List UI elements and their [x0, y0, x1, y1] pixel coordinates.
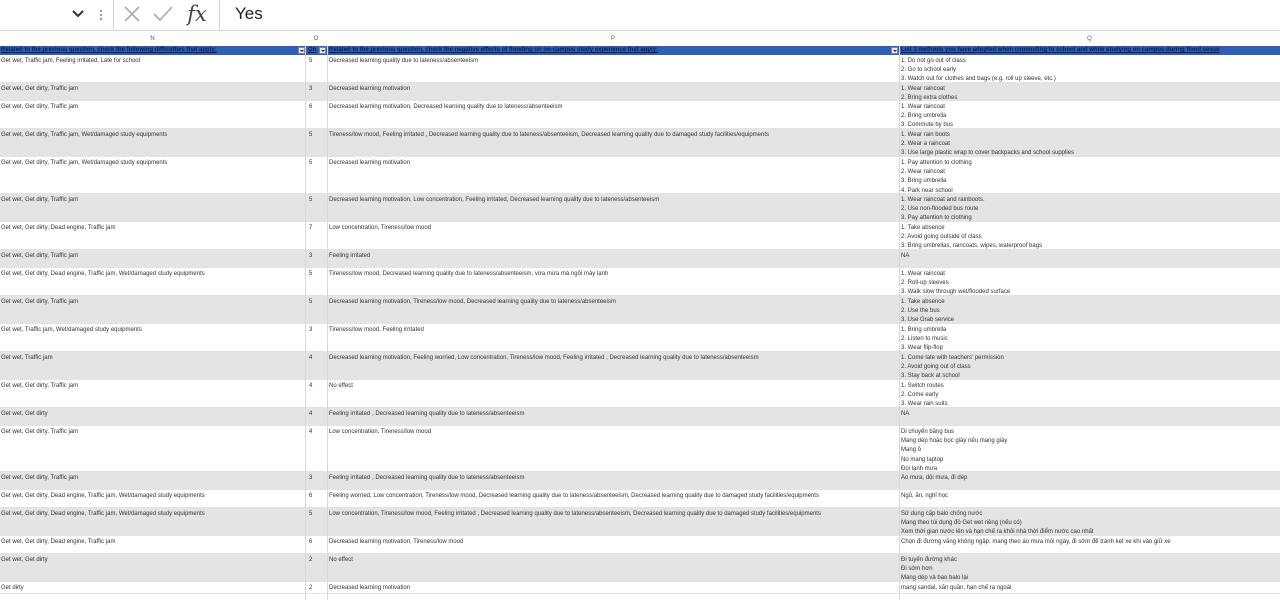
- header-cell-o[interactable]: On: [308, 47, 317, 53]
- table-row[interactable]: [0, 408, 1280, 426]
- column-divider: [327, 46, 328, 600]
- cell-rating[interactable]: 3: [309, 86, 313, 92]
- cell-method-line: 1. Pay attention to clothing: [901, 160, 972, 166]
- cell-method-line: 1. Wear raincoat and rainboots.: [901, 197, 985, 203]
- cell-negative-effects[interactable]: Decreased learning motivation: [329, 86, 411, 92]
- cell-difficulties[interactable]: Get wet, Get dirty, Traffic jam: [1, 299, 79, 305]
- cell-methods[interactable]: [901, 159, 1279, 196]
- cell-method-line: 4. Park near school: [901, 187, 953, 194]
- table-row[interactable]: [0, 582, 1280, 594]
- cell-methods[interactable]: [901, 492, 1279, 501]
- cell-rating[interactable]: 5: [309, 197, 313, 203]
- cell-difficulties[interactable]: Get wet, Traffic jam, Wet/damaged study equipments: [1, 327, 142, 333]
- table-row[interactable]: [0, 508, 1280, 536]
- cell-difficulties[interactable]: Get wet, Get dirty, Traffic jam: [1, 253, 79, 259]
- header-row: [0, 46, 1280, 55]
- table-row[interactable]: [0, 194, 1280, 222]
- cell-difficulties[interactable]: Get wet, Get dirty, Traffic jam: [1, 383, 79, 389]
- insert-function-button[interactable]: [185, 3, 209, 25]
- cell-difficulties[interactable]: Get wet, Get dirty, Traffic jam, Wet/damaged study equipments: [1, 160, 168, 166]
- filter-button-o[interactable]: [319, 47, 326, 54]
- cell-rating[interactable]: 5: [309, 132, 313, 138]
- close-icon: [122, 4, 142, 24]
- column-letter-q[interactable]: Q: [1087, 36, 1092, 42]
- table-row[interactable]: [0, 490, 1280, 508]
- cell-method-line: 1. Take absence: [901, 299, 945, 305]
- cell-method-line: 2. Go to school early: [901, 67, 957, 74]
- cell-method-line: 2. Use the bus: [901, 308, 940, 315]
- cell-difficulties[interactable]: Get wet, Get dirty, Dead engine, Traffic jam, Wet/damaged study equipments: [1, 511, 205, 517]
- cell-negative-effects[interactable]: Decreased learning motivation, Low concentration, Feeling irritated, Decreased learning quality due to lateness/absenteeism: [329, 197, 660, 203]
- check-icon: [152, 4, 174, 24]
- column-headers: [0, 36, 1280, 46]
- cell-method-line: 3. Watch out for clothes and bags (e.g. roll up sleeve, etc.): [901, 76, 1056, 83]
- cell-negative-effects[interactable]: Decreased learning motivation, Decreased learning quality due to lateness/absenteeism: [329, 104, 563, 110]
- table-row[interactable]: [0, 352, 1280, 380]
- column-divider: [899, 46, 900, 600]
- column-letter-p[interactable]: P: [610, 36, 615, 42]
- cell-methods[interactable]: [901, 474, 1279, 483]
- table-row[interactable]: [0, 426, 1280, 472]
- cell-negative-effects[interactable]: Low concentration, Tireness/low mood, Feeling irritated , Decreased learning quality due to lateness/absenteeism, Decreased learning quality due to damaged study facilities/equipments: [329, 511, 821, 517]
- cell-negative-effects[interactable]: Feeling irritated , Decreased learning quality due to lateness/absenteeism: [329, 411, 525, 417]
- cell-method-line: 3. Walk slow through wet/flooded surface: [901, 289, 1011, 296]
- cell-methods[interactable]: [901, 410, 1279, 419]
- cell-methods[interactable]: [901, 196, 1279, 224]
- cell-methods[interactable]: [901, 354, 1279, 382]
- cell-methods[interactable]: [901, 428, 1279, 474]
- cell-difficulties[interactable]: Get wet, Get dirty, Dead engine, Traffic jam: [1, 225, 116, 231]
- more-options-icon[interactable]: [96, 4, 106, 26]
- table-row[interactable]: [0, 536, 1280, 554]
- cell-method-line: Xem thời gian nước lên và hạn chế ra khỏi nhà thời điểm nước cao nhất: [901, 529, 1094, 536]
- cell-methods[interactable]: [901, 510, 1279, 538]
- cell-method-line: Đi tuyến đường khác: [901, 557, 957, 563]
- cell-methods[interactable]: [901, 57, 1279, 85]
- cell-method-line: 1. Wear raincoat: [901, 86, 945, 92]
- cell-difficulties[interactable]: Get dirty: [1, 585, 24, 591]
- table-row[interactable]: [0, 157, 1280, 194]
- cell-method-line: 1. Bring umbrella: [901, 327, 947, 333]
- cell-method-line: Áo mưa, dội mưa, đi dép: [901, 475, 968, 481]
- spreadsheet-grid[interactable]: [0, 30, 1280, 600]
- cell-negative-effects[interactable]: Tireness/low mood, Feeling irritated , Decreased learning quality due to lateness/absenteeism, Decreased learning quality due to damaged study facilities/equipments: [329, 132, 770, 138]
- cell-negative-effects[interactable]: No effect: [329, 383, 353, 389]
- cell-negative-effects[interactable]: Low concentration, Tireness/low mood: [329, 429, 432, 435]
- cell-method-line: 3. Commute by bus: [901, 122, 954, 129]
- table-row[interactable]: [0, 268, 1280, 296]
- cell-rating[interactable]: 5: [309, 271, 313, 277]
- cell-negative-effects[interactable]: Decreased learning motivation: [329, 585, 411, 591]
- cell-negative-effects[interactable]: Decreased learning quality due to lateness/absenteeism: [329, 58, 479, 64]
- cell-method-line: 3. Wear rain suits: [901, 401, 948, 408]
- cell-negative-effects[interactable]: No effect: [329, 557, 353, 563]
- cell-methods[interactable]: [901, 103, 1279, 131]
- cell-negative-effects[interactable]: Feeling irritated: [329, 253, 371, 259]
- cell-methods[interactable]: [901, 382, 1279, 410]
- cell-methods[interactable]: [901, 224, 1279, 252]
- cell-method-line: Di chuyển bằng bus: [901, 429, 955, 435]
- cell-rating[interactable]: 6: [309, 104, 313, 110]
- cell-method-line: 2. Avoid going outside of class: [901, 234, 982, 241]
- cell-method-line: 3. Use Grab service: [901, 317, 955, 324]
- cell-negative-effects[interactable]: Low concentration, Tireness/low mood: [329, 225, 432, 231]
- cell-method-line: Đọi lạnh mưa: [901, 465, 938, 472]
- cell-method-line: Mang ô: [901, 447, 922, 454]
- cell-difficulties[interactable]: Get wet, Traffic jam: [1, 355, 53, 361]
- table-row[interactable]: [0, 83, 1280, 101]
- cell-method-line: Ngủ, ăn, nghỉ học: [901, 493, 949, 499]
- cell-rating[interactable]: 5: [309, 511, 313, 517]
- cell-rating[interactable]: 4: [309, 429, 313, 435]
- cell-negative-effects[interactable]: Decreased learning motivation, Tireness/low mood: [329, 539, 464, 545]
- cell-difficulties[interactable]: Get wet, Get dirty: [1, 411, 48, 417]
- table-row[interactable]: [0, 380, 1280, 408]
- cell-rating[interactable]: 4: [309, 411, 313, 417]
- chevron-down-icon: [70, 8, 86, 20]
- cell-difficulties[interactable]: Get wet, Get dirty, Dead engine, Traffic jam, Wet/damaged study equipments: [1, 493, 205, 499]
- cell-method-line: Mang dép hoặc bọc giày nếu mang giày: [901, 438, 1008, 445]
- filter-button-n[interactable]: [298, 47, 305, 54]
- cell-rating[interactable]: 5: [309, 299, 313, 305]
- cell-difficulties[interactable]: Get wet, Get dirty, Traffic jam: [1, 197, 79, 203]
- cell-negative-effects[interactable]: Decreased learning motivation, Feeling worried, Low concentration, Tireness/low mood, Feeling irritated , Decreased learning quality due to lateness/absenteeism: [329, 355, 759, 361]
- name-box-dropdown[interactable]: [68, 3, 88, 25]
- cell-method-line: Mang theo túi dụng đồ Get wet riêng (nếu có): [901, 520, 1022, 527]
- table-row[interactable]: [0, 222, 1280, 250]
- cell-method-line: 1. Switch routes: [901, 383, 944, 389]
- cell-method-line: 2. Come early: [901, 392, 939, 399]
- cell-negative-effects[interactable]: Tireness/low mood, Feeling irritated: [329, 327, 424, 333]
- cell-method-line: 1. Wear raincoat: [901, 271, 945, 277]
- cell-method-line: 1. Take absence: [901, 225, 945, 231]
- cell-method-line: 3. Bring umbrella: [901, 178, 947, 185]
- header-cell-q[interactable]: List 3 methods you have adopted when commuting to school and while studying on campus during flood seaso: [901, 47, 1220, 53]
- cell-method-line: No mang laptop: [901, 456, 944, 463]
- cell-rating[interactable]: 2: [309, 585, 313, 591]
- cell-method-line: 2. Wear a raincoat: [901, 141, 950, 148]
- table-row[interactable]: [0, 472, 1280, 490]
- enter-button[interactable]: [151, 3, 175, 25]
- cell-methods[interactable]: [901, 131, 1279, 159]
- cell-methods[interactable]: [901, 270, 1279, 298]
- cell-difficulties[interactable]: Get wet, Get dirty, Traffic jam, Wet/damaged study equipments: [1, 132, 168, 138]
- table-row[interactable]: [0, 324, 1280, 352]
- cell-difficulties[interactable]: Get wet, Get dirty, Dead engine, Traffic jam: [1, 539, 116, 545]
- table-row[interactable]: [0, 55, 1280, 83]
- table-row[interactable]: [0, 554, 1280, 582]
- cell-difficulties[interactable]: Get wet, Get dirty, Traffic jam: [1, 429, 79, 435]
- cell-method-line: 1. Wear raincoat: [901, 104, 945, 110]
- cell-difficulties[interactable]: Get wet, Get dirty, Traffic jam: [1, 475, 79, 481]
- cell-method-line: 3. Bring umbrellas, raincoats, wipes, waterproof bags: [901, 243, 1043, 250]
- cell-negative-effects[interactable]: Decreased learning motivation, Tireness/low mood, Decreased learning quality due to lateness/absenteeism: [329, 299, 616, 305]
- cell-methods[interactable]: [901, 326, 1279, 354]
- cell-methods[interactable]: [901, 252, 1279, 261]
- cell-method-line: mang sandal, xắn quần, hạn chế ra ngoài: [901, 585, 1012, 591]
- cell-rating[interactable]: 6: [309, 539, 313, 545]
- cell-method-line: 3. Use large plastic wrap to cover backpacks and school supplies: [901, 150, 1075, 157]
- cell-method-line: Sử dụng cặp balo chống nước: [901, 511, 983, 517]
- cell-method-line: 2. Bring umbrella: [901, 113, 947, 120]
- cell-method-line: NA: [901, 253, 910, 259]
- cell-negative-effects[interactable]: Decreased learning motivation: [329, 160, 411, 166]
- cell-rating[interactable]: 3: [309, 327, 313, 333]
- filter-button-p[interactable]: [891, 47, 898, 54]
- cell-method-line: 2. Use non-flooded bus route: [901, 206, 979, 213]
- cell-method-line: 2. Roll-up sleeves: [901, 280, 949, 287]
- cell-methods[interactable]: [901, 556, 1279, 584]
- cell-difficulties[interactable]: Get wet, Get dirty, Dead engine, Traffic jam, Wet/damaged study equipments: [1, 271, 205, 277]
- cell-rating[interactable]: 5: [309, 58, 313, 64]
- cell-method-line: Mang dép và bao balo lại: [901, 575, 969, 582]
- formula-bar: [0, 0, 1280, 31]
- cell-method-line: NA: [901, 411, 910, 417]
- function-icon: fx: [187, 2, 207, 26]
- cell-rating[interactable]: 6: [309, 493, 313, 499]
- cell-method-line: 2. Wear raincoat: [901, 169, 945, 176]
- table-row[interactable]: [0, 129, 1280, 157]
- cell-method-line: 2. Bring extra clothes: [901, 95, 958, 102]
- column-letter-n[interactable]: N: [150, 36, 155, 42]
- cell-rating[interactable]: 7: [309, 225, 313, 231]
- cell-difficulties[interactable]: Get wet, Get dirty, Traffic jam: [1, 104, 79, 110]
- cell-rating[interactable]: 3: [309, 253, 313, 259]
- column-letter-o[interactable]: O: [313, 36, 319, 42]
- cell-rating[interactable]: 5: [309, 160, 313, 166]
- table-row[interactable]: [0, 250, 1280, 268]
- cell-method-line: Chọn đi đường vắng không ngập, mang theo áo mưa mỗi ngày, đi sớm để tránh kẹt xe khi vào giữ xe: [901, 539, 1171, 545]
- cell-method-line: Đi sớm hơn: [901, 566, 933, 573]
- cell-method-line: 3. Stay back at school: [901, 373, 960, 380]
- cell-rating[interactable]: 3: [309, 475, 313, 481]
- cell-rating[interactable]: 2: [309, 557, 313, 563]
- cancel-button[interactable]: [120, 3, 144, 25]
- cell-method-line: 1. Come late with teachers' permission: [901, 355, 1004, 361]
- cell-difficulties[interactable]: Get wet, Get dirty: [1, 557, 48, 563]
- header-cell-n[interactable]: Related to the previous question, check the following difficulties that apply:: [1, 47, 217, 53]
- cell-method-line: 3. Pay attention to clothing: [901, 215, 972, 222]
- cell-negative-effects[interactable]: Tireness/low mood, Decreased learning quality due to lateness/absenteeism, vừa mưa mà ngồi máy lạnh: [329, 271, 609, 277]
- table-row[interactable]: [0, 101, 1280, 129]
- cell-method-line: 1. Do not go out of class: [901, 58, 966, 64]
- cell-method-line: 2. Avoid going out of class: [901, 364, 971, 371]
- column-divider: [305, 46, 306, 600]
- cell-rating[interactable]: 4: [309, 383, 313, 389]
- cell-method-line: 1. Wear rain boots: [901, 132, 950, 138]
- cell-negative-effects[interactable]: Feeling irritated , Decreased learning quality due to lateness/absenteeism: [329, 475, 525, 481]
- formula-input[interactable]: Yes: [235, 4, 263, 23]
- formula-bar-separator: [113, 0, 114, 30]
- cell-method-line: 3. Wear flip-flop: [901, 345, 943, 352]
- cell-difficulties[interactable]: Get wet, Traffic jam, Feeling irritated, Late for school: [1, 58, 140, 64]
- cell-difficulties[interactable]: Get wet, Get dirty, Traffic jam: [1, 86, 79, 92]
- cell-methods[interactable]: [901, 298, 1279, 326]
- cell-negative-effects[interactable]: Feeling worried, Low concentration, Tireness/low mood, Decreased learning quality due to lateness/absenteeism, Decreased learning quality due to damaged study facilities/equipments: [329, 493, 819, 499]
- header-cell-p[interactable]: Related to the previous question, check the negative effects of flooding on on-campus study experience that apply:: [329, 47, 659, 53]
- cell-method-line: 2. Listen to music: [901, 336, 948, 343]
- cell-methods[interactable]: [901, 584, 1279, 593]
- table-row[interactable]: [0, 296, 1280, 324]
- formula-input-separator: [219, 0, 220, 30]
- cell-methods[interactable]: [901, 538, 1279, 547]
- cell-rating[interactable]: 4: [309, 355, 313, 361]
